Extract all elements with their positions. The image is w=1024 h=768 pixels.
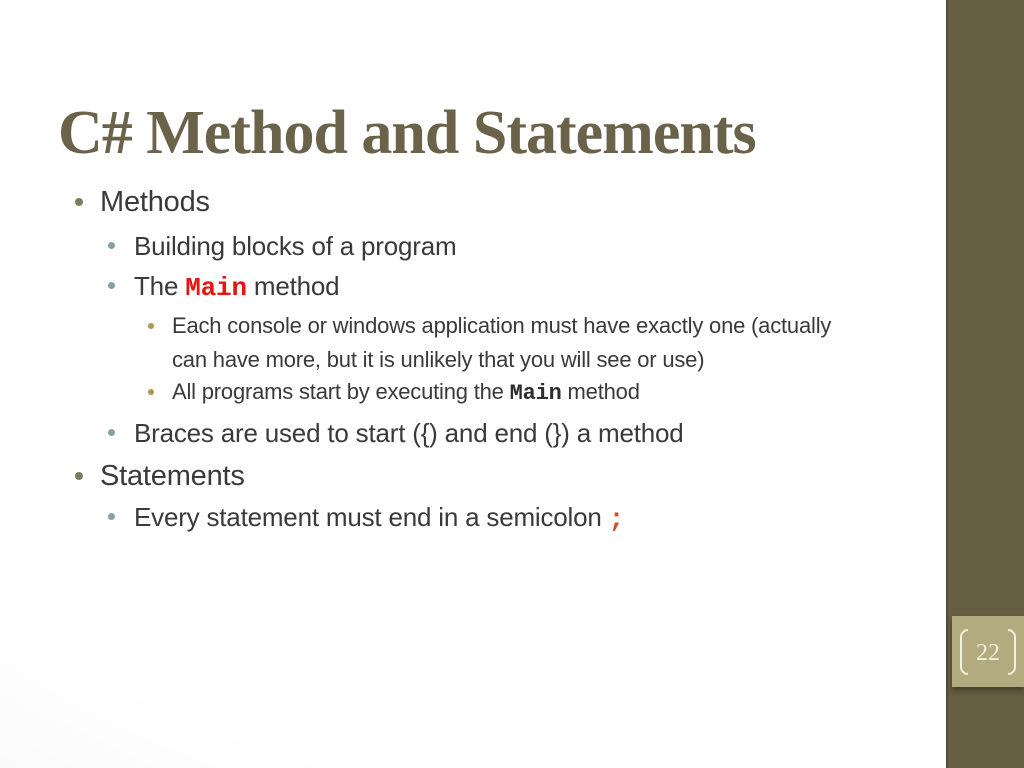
bullet-text-prefix: The <box>134 271 186 301</box>
bullet-item-braces <box>62 416 922 450</box>
bullet-item-methods <box>62 184 922 220</box>
bullet-text-prefix: All programs start by executing the <box>172 379 510 404</box>
bullet-dot-icon <box>75 198 83 206</box>
bullet-text-line1: Each console or windows application must have exactly one (actually <box>172 313 832 338</box>
bullet-text: Building blocks of a program <box>134 231 457 261</box>
bullet-item-console-rule <box>62 309 922 377</box>
bullet-item-statements <box>62 458 922 494</box>
code-main-dark: Main <box>509 381 562 406</box>
bullet-item-building-blocks <box>62 229 922 263</box>
bullet-item-all-programs <box>62 375 922 411</box>
bullet-dot-icon <box>148 389 154 395</box>
bullet-dot-icon <box>108 282 115 289</box>
bullet-text: Braces are used to start ({) and end (}) a method <box>134 418 684 448</box>
bracket-left-icon <box>960 629 968 675</box>
bullet-text-line2: can have more, but it is unlikely that you will see or use) <box>172 347 705 372</box>
bullet-text-suffix: method <box>561 379 640 404</box>
slide-title: C# Method and Statements <box>58 98 756 167</box>
code-main-red: Main <box>185 273 247 303</box>
bullet-item-semicolon <box>62 500 922 536</box>
bullet-text-suffix: method <box>246 271 340 301</box>
code-semicolon-red: ; <box>608 504 625 534</box>
page-number-badge <box>952 616 1024 687</box>
bullet-dot-icon <box>108 513 115 520</box>
bullet-dot-icon <box>75 472 83 480</box>
bullet-dot-icon <box>108 242 115 249</box>
bullet-text: Statements <box>100 460 245 492</box>
bullet-dot-icon <box>148 323 154 329</box>
bullet-text-prefix: Every statement must end in a semicolon <box>134 502 609 532</box>
bullet-dot-icon <box>108 429 115 436</box>
bracket-right-icon <box>1008 629 1016 675</box>
bullet-text: Methods <box>100 186 210 218</box>
page-number: 22 <box>976 639 1000 666</box>
bullet-item-main-method <box>62 269 922 305</box>
